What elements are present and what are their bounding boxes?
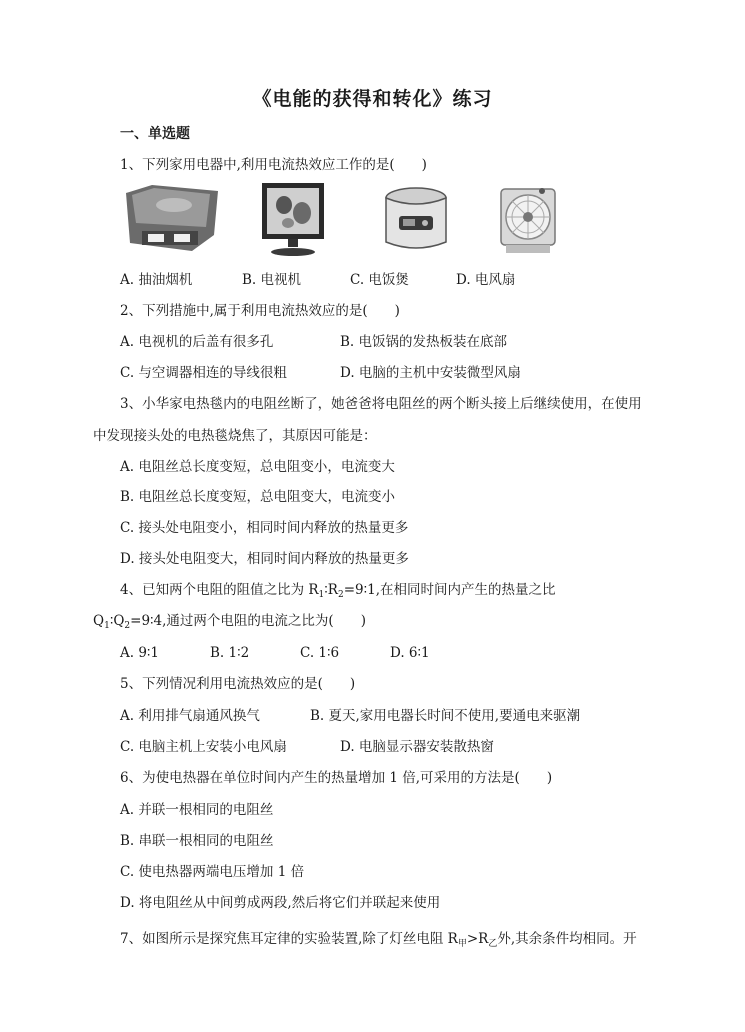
question-7-stem: 7、如图所示是探究焦耳定律的实验装置,除了灯丝电阻 $R_甲>R_乙$外,其余条件均相同。开 bbox=[120, 931, 637, 949]
question-5-stem: 5、下列情况利用电流热效应的是( ) bbox=[120, 676, 356, 692]
question-2-stem: 2、下列措施中,属于利用电流热效应的是( ) bbox=[120, 303, 400, 319]
page-title: 《电能的获得和转化》练习 bbox=[252, 88, 493, 110]
fan-icon bbox=[498, 183, 558, 257]
option-a: A. 电阻丝总长度变短，总电阻变小，电流变大 bbox=[120, 459, 395, 475]
range-hood-icon bbox=[122, 183, 222, 255]
option-b: B. 电阻丝总长度变短，总电阻变大，电流变小 bbox=[120, 489, 396, 505]
question-1-options bbox=[120, 270, 515, 290]
option-a: A. 并联一根相同的电阻丝 bbox=[120, 802, 274, 818]
question-3-stem-continued: 中发现接头处的电热毯烧焦了，其原因可能是： bbox=[93, 428, 377, 444]
option-d: D. 6∶1 bbox=[390, 645, 430, 661]
question-1-stem: 1、下列家用电器中,利用电流热效应工作的是( ) bbox=[120, 157, 427, 173]
question-3-stem: 3、小华家电热毯内的电阻丝断了，她爸爸将电阻丝的两个断头接上后继续使用，在使用 bbox=[120, 396, 642, 412]
question-4-stem-continued: $Q_1∶Q_2=9∶4$,通过两个电阻的电流之比为( ) bbox=[93, 613, 366, 631]
question-2-options-row1 bbox=[120, 332, 507, 352]
question-5-options-row2 bbox=[120, 737, 494, 757]
option-d: D. 电脑的主机中安装微型风扇 bbox=[340, 365, 521, 381]
rice-cooker-icon bbox=[381, 186, 451, 254]
option-a: A. 抽油烟机 bbox=[120, 272, 193, 288]
option-a: A. 9∶1 bbox=[120, 645, 160, 661]
option-c: C. 电脑主机上安装小电风扇 bbox=[120, 739, 287, 755]
option-d: D. 电脑显示器安装散热窗 bbox=[340, 739, 494, 755]
option-d: D. 将电阻丝从中间剪成两段,然后将它们并联起来使用 bbox=[120, 895, 441, 911]
question-4-options bbox=[120, 643, 430, 663]
question-5-options-row1 bbox=[120, 706, 580, 726]
option-b: B. 串联一根相同的电阻丝 bbox=[120, 833, 274, 849]
option-c: C. 电饭煲 bbox=[350, 272, 409, 288]
option-b: B. 电视机 bbox=[242, 272, 302, 288]
tv-icon bbox=[260, 181, 326, 259]
section-heading: 一、单选题 bbox=[120, 126, 190, 142]
option-b: B. 1∶2 bbox=[210, 645, 250, 661]
question-4-stem: 4、已知两个电阻的阻值之比为 $R_1∶R_2=9∶1$,在相同时间内产生的热量之比 bbox=[120, 582, 556, 600]
option-b: B. 电饭锅的发热板装在底部 bbox=[340, 334, 508, 350]
option-a: A. 利用排气扇通风换气 bbox=[120, 708, 260, 724]
option-c: C. 接头处电阻变小，相同时间内释放的热量更多 bbox=[120, 520, 409, 536]
option-b: B. 夏天,家用电器长时间不使用,要通电来驱潮 bbox=[310, 708, 581, 724]
option-c: C. 与空调器相连的导线很粗 bbox=[120, 365, 287, 381]
option-c: C. 使电热器两端电压增加 1 倍 bbox=[120, 864, 305, 880]
option-c: C. 1∶6 bbox=[300, 645, 340, 661]
question-6-stem: 6、为使电热器在单位时间内产生的热量增加 1 倍,可采用的方法是( ) bbox=[120, 770, 553, 786]
option-d: D. 接头处电阻变大，相同时间内释放的热量更多 bbox=[120, 551, 409, 567]
question-2-options-row2 bbox=[120, 363, 521, 383]
option-d: D. 电风扇 bbox=[456, 272, 516, 288]
option-a: A. 电视机的后盖有很多孔 bbox=[120, 334, 274, 350]
